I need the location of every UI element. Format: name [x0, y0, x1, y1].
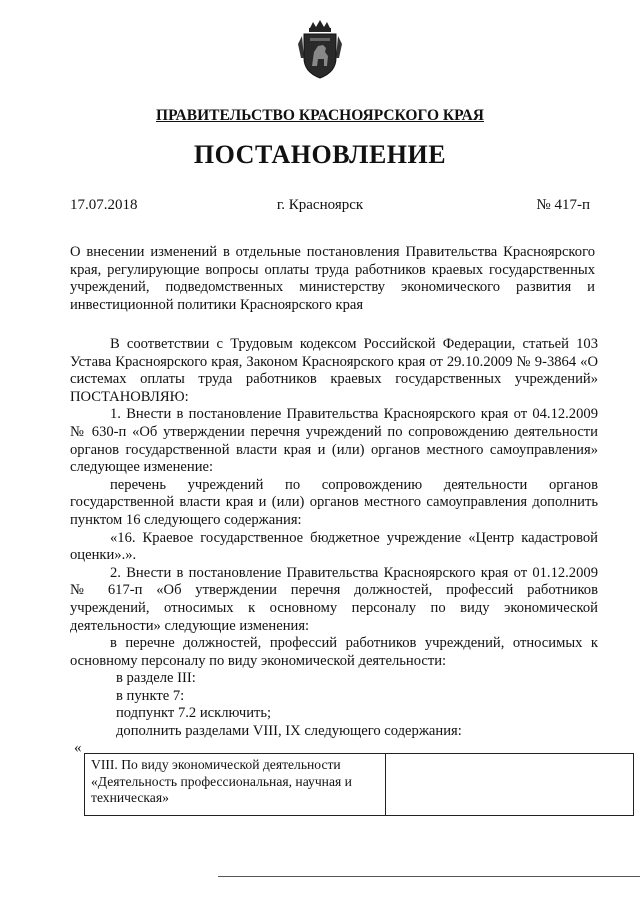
government-name: ПРАВИТЕЛЬСТВО КРАСНОЯРСКОГО КРАЯ: [156, 107, 484, 124]
opening-quote: «: [74, 740, 82, 756]
paragraph: подпункт 7.2 исключить;: [116, 705, 272, 722]
document-number: № 417-п: [536, 197, 590, 213]
table-row: [85, 754, 634, 816]
document-title: ПОСТАНОВЛЕНИЕ: [193, 140, 447, 169]
page-edge-line: [218, 876, 640, 877]
table-cell: [386, 754, 634, 816]
document-subject: О внесении изменений в отдельные постановления Правительства Красноярского края, регулирующие вопросы оплаты труда работников краевых государственных учреждений, подведомственных министерству экономического развития и инвестиционной политики Красноярского края: [70, 244, 595, 314]
paragraph: 2. Внести в постановление Правительства Красноярского края от 01.12.2009 № 617-п «Об утверждении перечня должностей, профессий работников учреждений, относимых к основному персоналу по виду экономической деятельности» следующие изменения:: [70, 564, 598, 634]
paragraph: 1. Внести в постановление Правительства Красноярского края от 04.12.2009 № 630-п «Об утверждении перечня учреждений по сопровождению деятельности органов государственной власти края и (или) органов местного самоуправления» следующее изменение:: [70, 406, 598, 476]
paragraph: В соответствии с Трудовым кодексом Российской Федерации, статьей 103 Устава Красноярского края, Законом Красноярского края от 29.10.2009 № 9-3864 «О системах оплаты труда работников краевых государственных учреждений» ПОСТАНОВЛЯЮ:: [70, 336, 598, 405]
paragraph: в пункте 7:: [116, 687, 185, 704]
paragraph: в разделе III:: [116, 670, 196, 687]
table-cell: VIII. По виду экономической деятельности «Деятельность профессиональная, научная и техническая»: [85, 754, 386, 816]
paragraph: «16. Краевое государственное бюджетное учреждение «Центр кадастровой оценки».».: [70, 529, 598, 564]
coat-of-arms-icon: [296, 18, 344, 80]
paragraph: в перечне должностей, профессий работников учреждений, относимых к основному персоналу по виду экономической деятельности:: [70, 635, 598, 669]
paragraph: перечень учреждений по сопровождению деятельности органов государственной власти края и (или) органов местного самоуправления дополнить пунктом 16 следующего содержания:: [70, 476, 598, 528]
document-body: [70, 336, 598, 741]
paragraph: дополнить разделами VIII, IX следующего содержания:: [116, 723, 462, 740]
document-city: г. Красноярск: [276, 197, 364, 213]
document-date: 17.07.2018: [70, 197, 138, 213]
sections-table: [84, 753, 634, 816]
